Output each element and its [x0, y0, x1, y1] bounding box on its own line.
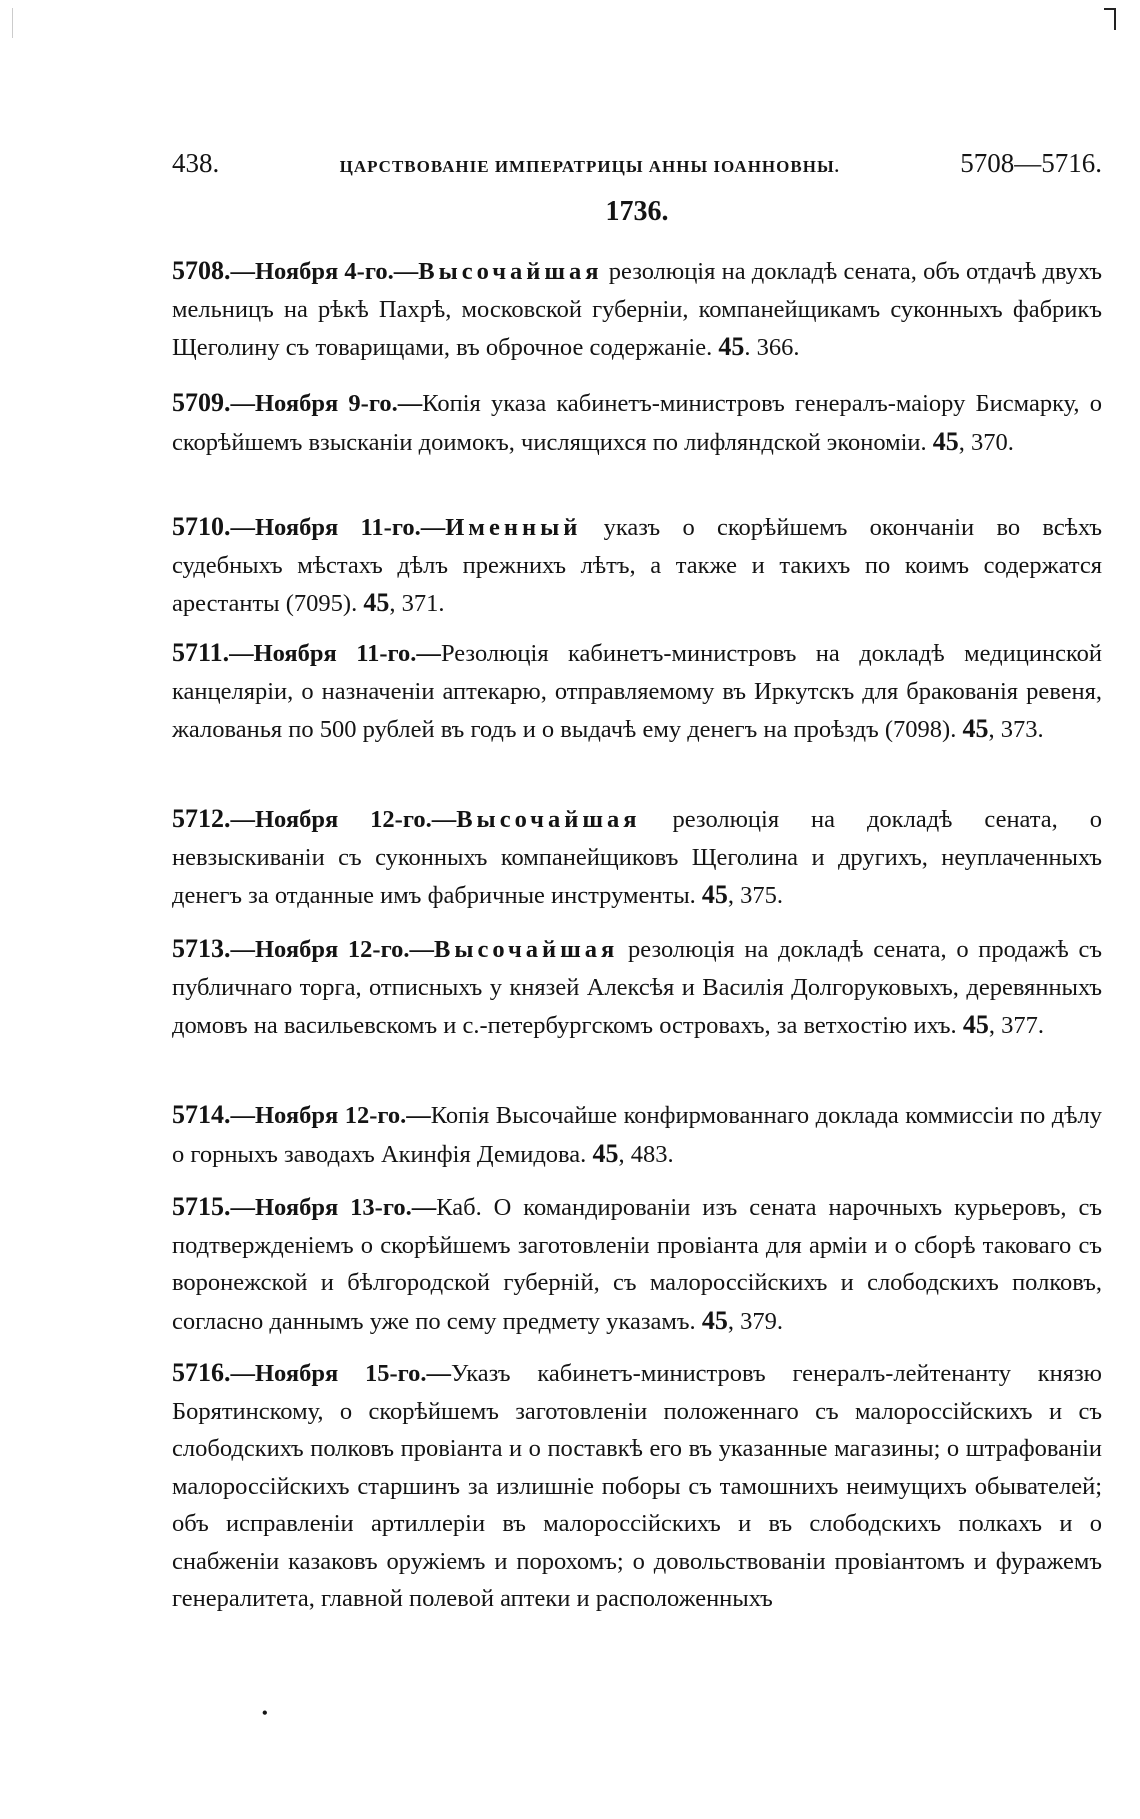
- entry-volume: 45: [701, 1305, 728, 1335]
- entry-5712: [172, 800, 1102, 915]
- entry-5715: [172, 1188, 1102, 1340]
- scan-corner-mark: [1104, 8, 1116, 30]
- entry-5708: [172, 252, 1102, 367]
- entry-volume: 45: [701, 880, 728, 909]
- entry-page: , 377.: [988, 1012, 1044, 1039]
- entry-5716: [172, 1354, 1102, 1618]
- entry-page: , 371.: [389, 590, 445, 617]
- entry-page: , 370.: [958, 428, 1014, 456]
- page-number: 438.: [172, 148, 220, 178]
- entry-date: —Ноября 11-го.—: [229, 640, 441, 667]
- entry-volume: 45: [363, 588, 390, 617]
- entry-number: 5713.: [172, 934, 231, 963]
- stray-mark: •: [262, 1705, 268, 1722]
- entry-5713: [172, 930, 1102, 1045]
- entry-spaced-word: Высочайшая: [433, 936, 619, 963]
- entry-volume: 45: [962, 1010, 989, 1039]
- entry-number: 5709.: [172, 388, 231, 417]
- entry-page: , 373.: [988, 716, 1044, 743]
- entry-number: 5715.: [172, 1192, 231, 1221]
- entry-volume: 45: [932, 426, 959, 456]
- entry-text: Резолюція кабинетъ-министровъ на докладѣ медицинской канцеляріи, о назначеніи аптекарю, отправляемому въ Иркутскъ для бракованія ревеня, жалованья по 500 рублей въ годъ и о выдачѣ ему денегъ на проѣздъ (7098).: [172, 640, 1102, 743]
- entry-text: Каб. О командированіи изъ сената нарочныхъ курьеровъ, съ подтвержденіемъ о скорѣйшемъ заготовленіи провіанта для арміи и о сборѣ таковаго съ воронежской и бѣлгородской губерній, съ малороссійскихъ и слободскихъ полковъ, согласно даннымъ уже по сему предмету указамъ.: [172, 1194, 1102, 1335]
- entry-number: 5708.: [172, 256, 231, 285]
- entry-number: 5716.: [172, 1358, 231, 1387]
- entry-date: —Ноября 12-го.—: [230, 936, 434, 963]
- entry-volume: 45: [718, 332, 745, 361]
- entry-spaced-word: Высочайшая: [456, 806, 641, 833]
- entry-text: Копія Высочайше конфирмованнаго доклада коммиссіи по дѣлу о горныхъ заводахъ Акинфія Демидова.: [172, 1102, 1102, 1168]
- entry-text: Указъ кабинетъ-министровъ генералъ-лейтенанту князю Борятинскому, о скорѣйшемъ заготовленіи положеннаго съ малороссійскихъ и съ слободскихъ полковъ провіанта и о поставкѣ его въ указанные магазины; о штрафованіи малороссійскихъ старшинъ за излишніе поборы съ тамошнихъ неимущихъ обывателей; объ исправленіи артиллеріи въ малороссійскихъ и въ слободскихъ полкахъ и о снабженіи казаковъ оружіемъ и порохомъ; о довольствованіи провіантомъ и фуражемъ генералитета, главной полевой аптеки и расположенныхъ: [172, 1360, 1102, 1612]
- entry-range: 5708—5716.: [960, 148, 1102, 178]
- header-title: ЦАРСТВОВАНІЕ ИМПЕРАТРИЦЫ АННЫ ІОАННОВНЫ.: [339, 157, 840, 176]
- entry-number: 5712.: [172, 804, 231, 833]
- entry-5714: [172, 1096, 1102, 1173]
- entry-page: , 379.: [727, 1307, 783, 1335]
- entry-date: —Ноября 12-го.—: [230, 806, 457, 833]
- entry-5709: [172, 384, 1102, 461]
- entry-page: , 375.: [727, 882, 784, 909]
- entry-volume: 45: [962, 714, 989, 743]
- entry-date: —Ноября 4-го.—: [230, 258, 419, 285]
- entry-page: . 366.: [744, 334, 800, 361]
- entry-spaced-word: Именный: [445, 514, 582, 541]
- entry-text: резолюція на докладѣ сената, о невзыскиваніи съ суконныхъ компанейщиковъ Щеголина и другихъ, неуплаченныхъ денегъ за отданные имъ фабричные инструменты.: [172, 806, 1102, 909]
- entry-text: указъ о скорѣйшемъ окончаніи во всѣхъ судебныхъ мѣстахъ дѣлъ прежнихъ лѣтъ, а также и такихъ по коимъ содержатся арестанты (7095).: [172, 514, 1102, 617]
- entry-number: 5714.: [172, 1100, 231, 1129]
- entry-date: —Ноября 9-го.—: [230, 390, 423, 417]
- entry-number: 5711.: [172, 638, 230, 667]
- entry-5711: [172, 634, 1102, 749]
- entry-date: —Ноября 12-го.—: [230, 1102, 431, 1129]
- entry-date: —Ноября 11-го.—: [230, 514, 446, 541]
- entry-text: резолюція на докладѣ сената, о продажѣ съ публичнаго торга, отписныхъ у князей Алексѣя и Василія Долгоруковыхъ, деревянныхъ домовъ на васильевскомъ и с.-петербургскомъ островахъ, за ветхостію ихъ.: [172, 936, 1102, 1039]
- entry-date: —Ноября 15-го.—: [230, 1360, 452, 1387]
- year-heading: 1736.: [605, 196, 669, 227]
- entry-page: , 483.: [618, 1140, 674, 1168]
- entry-date: —Ноября 13-го.—: [230, 1194, 437, 1221]
- scan-edge-mark: [12, 8, 13, 38]
- entry-spaced-word: Высочайшая: [418, 258, 603, 285]
- entry-volume: 45: [592, 1138, 619, 1168]
- entry-5710: [172, 508, 1102, 623]
- entry-text: резолюція на докладѣ сената, объ отдачѣ двухъ мельницъ на рѣкѣ Пахрѣ, московской губерніи, компанейщикамъ суконныхъ фабрикъ Щеголину съ товарищами, въ оброчное содержаніе.: [172, 258, 1102, 361]
- entry-text: Копія указа кабинетъ-министровъ генералъ-маіору Бисмарку, о скорѣйшемъ взысканіи доимокъ, числящихся по лифляндской экономіи.: [172, 390, 1102, 456]
- entry-number: 5710.: [172, 512, 231, 541]
- document-page: [172, 0, 1102, 1819]
- running-header: [172, 148, 1102, 184]
